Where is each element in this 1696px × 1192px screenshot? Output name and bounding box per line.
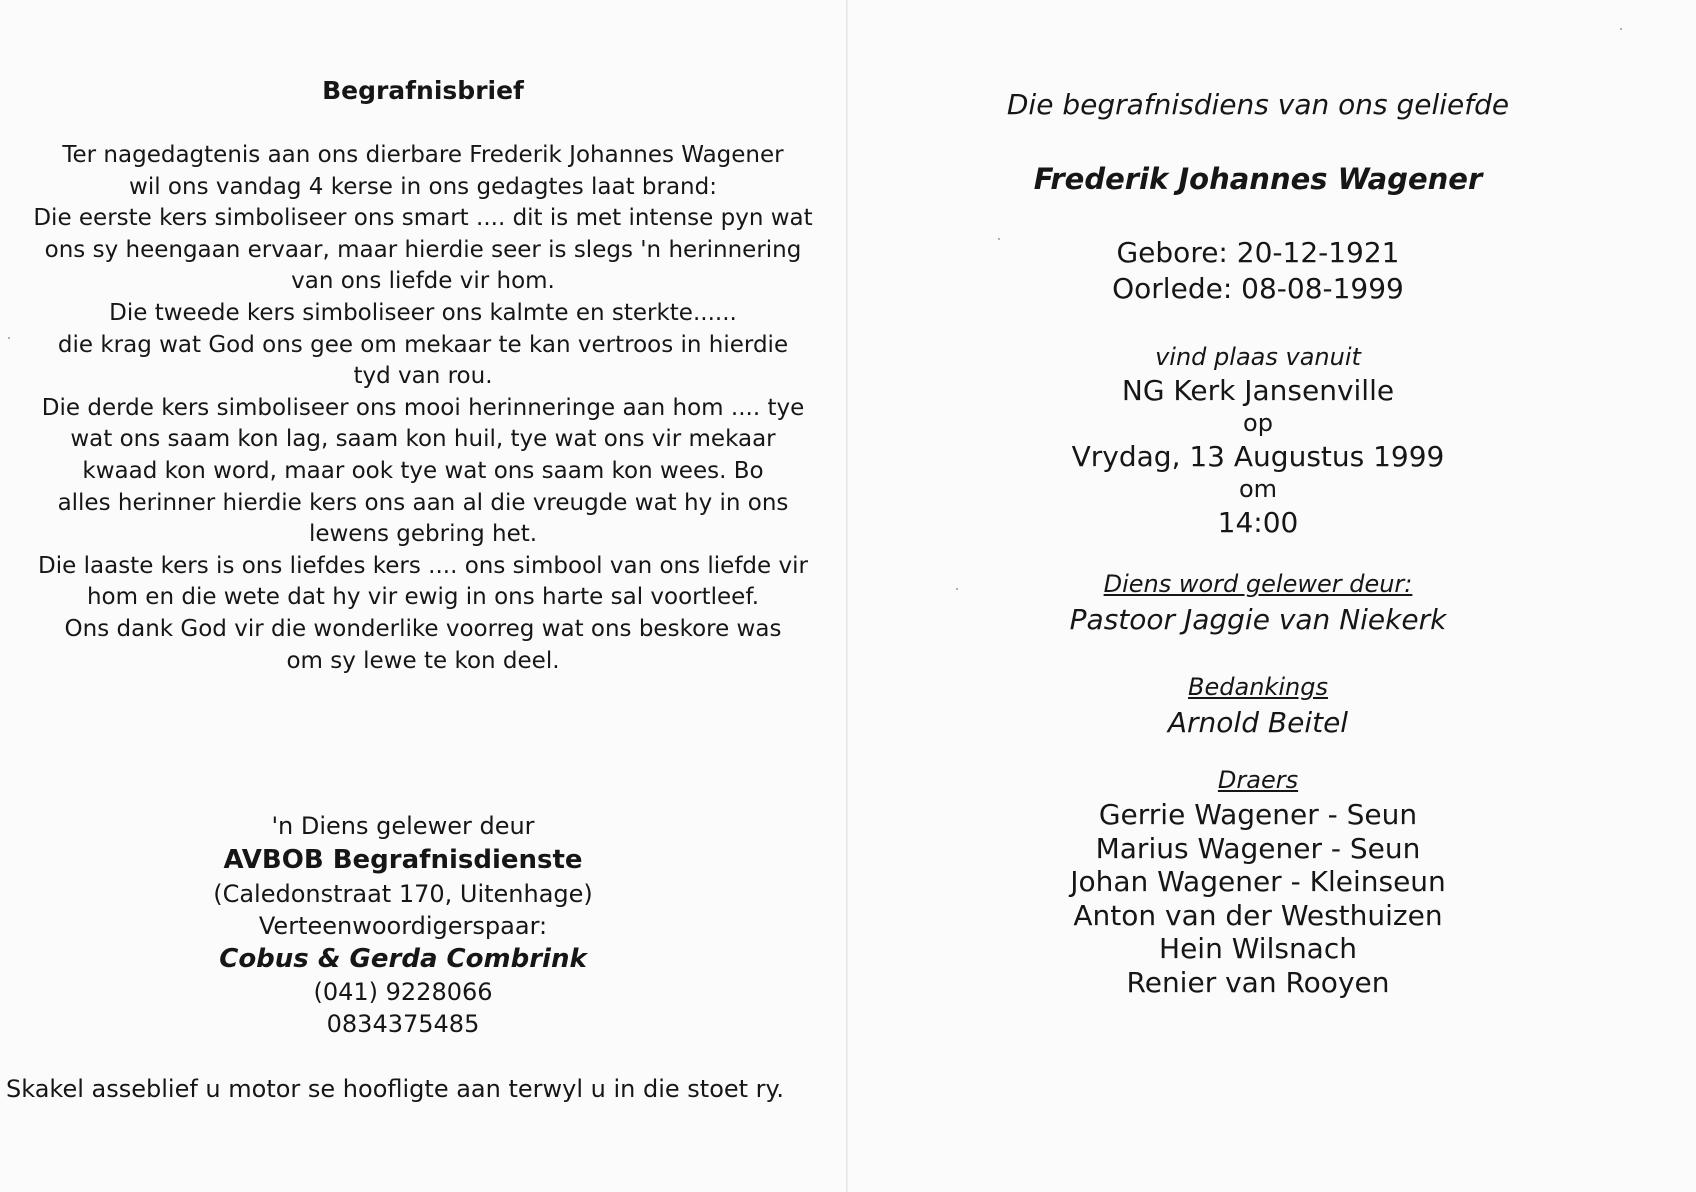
on-label: op xyxy=(1243,409,1273,437)
company-address: (Caledonstraat 170, Uitenhage) xyxy=(213,880,593,908)
death-date: Oorlede: 08-08-1999 xyxy=(1112,272,1404,305)
letter-line: van ons liefde vir hom. xyxy=(291,268,555,295)
service-time: 14:00 xyxy=(1217,506,1299,539)
footer-note: Skakel asseblief u motor se hoofligte aan terwyl u in die stoet ry. xyxy=(6,1075,784,1103)
scan-speck xyxy=(1620,28,1622,30)
scan-speck xyxy=(998,238,1000,240)
letter-line: tyd van rou. xyxy=(353,363,493,390)
letter-line: hom en die wete dat hy vir ewig in ons harte sal voortleef. xyxy=(86,584,760,611)
right-page xyxy=(848,0,1696,1192)
service-intro-line: Die begrafnisdiens van ons geliefde xyxy=(1006,88,1510,121)
bearer-name: Gerrie Wagener - Seun xyxy=(1098,798,1418,831)
letter-line: Ons dank God vir die wonderlike voorreg wat ons beskore was xyxy=(64,615,782,642)
thanks-name: Arnold Beitel xyxy=(1167,706,1349,739)
bearer-name: Hein Wilsnach xyxy=(1159,932,1357,965)
phone-landline: (041) 9228066 xyxy=(313,978,493,1006)
letter-line: ons sy heengaan ervaar, maar hierdie seer is slegs 'n herinnering xyxy=(44,236,802,263)
letter-line: kwaad kon word, maar ook tye wat ons saam kon wees. Bo xyxy=(82,457,764,484)
officiant-name: Pastoor Jaggie van Niekerk xyxy=(1069,603,1447,636)
bearers-heading: Draers xyxy=(1217,766,1299,794)
letter-title: Begrafnisbrief xyxy=(322,76,524,105)
venue-name: NG Kerk Jansenville xyxy=(1121,374,1395,407)
service-date: Vrydag, 13 Augustus 1999 xyxy=(1071,440,1445,473)
letter-line: Die derde kers simboliseer ons mooi herinneringe aan hom .... tye xyxy=(41,394,805,421)
letter-line: wil ons vandag 4 kerse in ons gedagtes laat brand: xyxy=(129,173,717,200)
reps-names: Cobus & Gerda Combrink xyxy=(219,944,587,974)
at-label: om xyxy=(1238,475,1278,503)
letter-line: Die laaste kers is ons liefdes kers .... ons simbool van ons liefde vir xyxy=(38,552,808,579)
birth-date: Gebore: 20-12-1921 xyxy=(1116,236,1400,269)
thanks-heading: Bedankings xyxy=(1188,673,1328,701)
bearer-name: Anton van der Westhuizen xyxy=(1073,898,1443,932)
letter-body xyxy=(0,140,846,677)
venue-intro: vind plaas vanuit xyxy=(1155,343,1361,371)
company-name: AVBOB Begrafnisdienste xyxy=(223,845,583,875)
letter-line: wat ons saam kon lag, saam kon huil, tye wat ons vir mekaar xyxy=(70,426,776,453)
bearer-name: Renier van Rooyen xyxy=(1126,965,1390,999)
letter-line: Die eerste kers simboliseer ons smart .... dit is met intense pyn wat xyxy=(33,205,813,232)
service-intro: 'n Diens gelewer deur xyxy=(271,812,535,840)
bearer-name: Marius Wagener - Seun xyxy=(1095,831,1421,865)
bearer-name: Johan Wagener - Kleinseun xyxy=(1070,865,1446,898)
letter-line: lewens gebring het. xyxy=(308,521,538,548)
reps-label: Verteenwoordigerspaar: xyxy=(258,912,548,940)
letter-line: Ter nagedagtenis aan ons dierbare Frederik Johannes Wagener xyxy=(62,142,784,168)
deceased-name: Frederik Johannes Wagener xyxy=(1033,162,1483,196)
phone-mobile: 0834375485 xyxy=(326,1010,480,1038)
scan-speck xyxy=(8,337,10,339)
officiant-heading: Diens word gelewer deur: xyxy=(1103,570,1413,598)
left-page xyxy=(0,0,846,1192)
letter-line: alles herinner hierdie kers ons aan al die vreugde wat hy in ons xyxy=(57,489,789,516)
bearers-list xyxy=(820,798,1696,999)
scan-speck xyxy=(956,588,958,590)
letter-line: om sy lewe te kon deel. xyxy=(286,647,560,674)
letter-line: die krag wat God ons gee om mekaar te kan vertroos in hierdie xyxy=(57,331,789,358)
letter-line: Die tweede kers simboliseer ons kalmte en sterkte...... xyxy=(109,299,737,326)
